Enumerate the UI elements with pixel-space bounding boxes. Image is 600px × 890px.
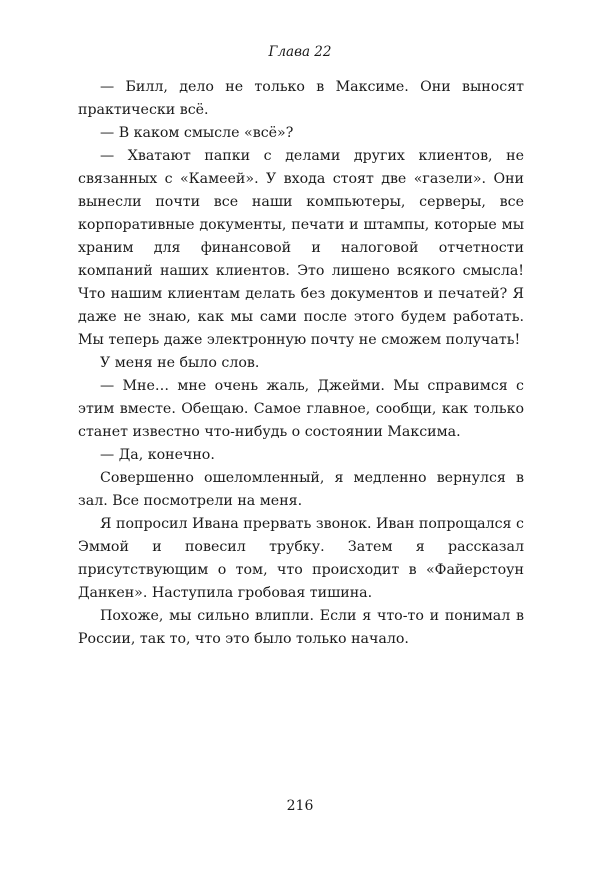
paragraph: — Да, конечно. xyxy=(100,447,215,463)
body-text xyxy=(78,76,524,651)
paragraph: — Билл, дело не только в Максиме. Они выносят практически всё. xyxy=(78,79,524,118)
page-number: 216 xyxy=(286,798,314,814)
paragraph: — Мне… мне очень жаль, Джейми. Мы справимся с этим вместе. Обещаю. Самое главное, сообщи, как только станет известно что-нибудь о состоянии Максима. xyxy=(78,378,524,440)
paragraph: Я попросил Ивана прервать звонок. Иван попрощался с Эммой и повесил трубку. Затем я рассказал присутствующим о том, что происходит в «Файерстоун Данкен». Наступила гробовая тишина. xyxy=(78,516,524,601)
paragraph: Похоже, мы сильно влипли. Если я что-то и понимал в России, так то, что это было только начало. xyxy=(78,608,524,647)
paragraph: — В каком смысле «всё»? xyxy=(100,125,294,141)
paragraph: — Хватают папки с делами других клиентов, не связанных с «Камеей». У входа стоят две «газели». Они вынесли почти все наши компьютеры, серверы, все корпоративные документы, печати и штампы, которые мы храним для финансовой и налоговой отчетности компаний наших клиентов. Это лишено всякого смысла! Что нашим клиентам делать без документов и печатей? Я даже не знаю, как мы сами после этого будем работать. Мы теперь даже электронную почту не сможем получать! xyxy=(78,148,524,348)
paragraph: Совершенно ошеломленный, я медленно вернулся в зал. Все посмотрели на меня. xyxy=(78,470,524,509)
paragraph: У меня не было слов. xyxy=(100,355,260,371)
running-head: Глава 22 xyxy=(268,44,332,60)
